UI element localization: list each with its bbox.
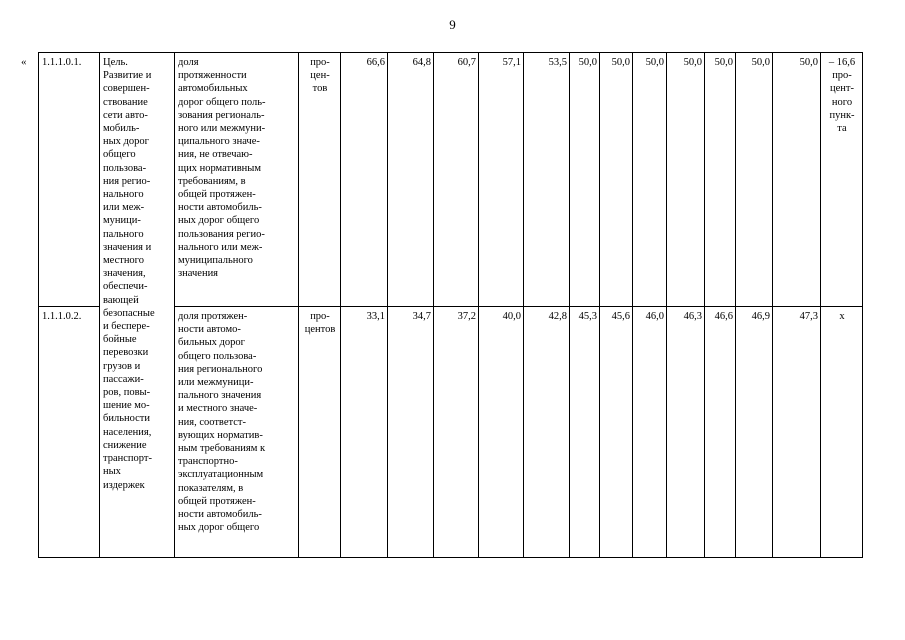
value-cell: 50,0 xyxy=(736,53,773,307)
unit-of-measure: про- цен- тов xyxy=(299,53,341,307)
value-cell: 42,8 xyxy=(524,307,570,558)
value-cell: 40,0 xyxy=(479,307,524,558)
value-cell: 60,7 xyxy=(434,53,479,307)
value-cell: 46,6 xyxy=(705,307,736,558)
value-cell: 64,8 xyxy=(388,53,434,307)
value-cell: 66,6 xyxy=(341,53,388,307)
indicator-description: доля протяжен- ности автомо- бильных дорог общего пользова- ния регионального или межмуници- пального значения и местного значе- ния, соответст- вующих норматив- ным требованиям к транспортно- эксплуатационным показателям, в общей протяжен- ности автомобиль- ных дорог общего xyxy=(175,307,299,558)
value-cell: 50,0 xyxy=(773,53,821,307)
opening-quote-mark: « xyxy=(21,56,27,68)
value-cell: 37,2 xyxy=(434,307,479,558)
value-cell: 50,0 xyxy=(705,53,736,307)
value-cell: 46,3 xyxy=(667,307,705,558)
value-cell: 47,3 xyxy=(773,307,821,558)
value-cell: 33,1 xyxy=(341,307,388,558)
value-cell: 57,1 xyxy=(479,53,524,307)
value-cell: 45,3 xyxy=(570,307,600,558)
table-row xyxy=(39,53,863,307)
value-cell: 53,5 xyxy=(524,53,570,307)
indicator-code: 1.1.1.0.2. xyxy=(39,307,100,558)
indicator-description: доля протяженности автомобильных дорог общего поль- зования региональ- ного или межмуни- ципального значе- ния, не отвечаю- щих нормативным требованиям, в общей протяжен- ности автомобиль- ных дорог общего пользования регио- нального или меж- муниципального значения xyxy=(175,53,299,307)
value-cell: 34,7 xyxy=(388,307,434,558)
value-cell: 50,0 xyxy=(600,53,633,307)
final-change-cell: – 16,6 про- цент- ного пунк- та xyxy=(821,53,863,307)
value-cell: 50,0 xyxy=(667,53,705,307)
goal-description: Цель. Развитие и совершен- ствование сети авто- мобиль- ных дорог общего пользова- ния регио- нального или меж- муници- пального значения и местного значения, обеспечи- вающей безопасные и беспере- бойные перевозки грузов и пассажи- ров, повы- шение мо- бильности населения, снижение транспорт- ных издержек xyxy=(100,53,175,558)
value-cell: 50,0 xyxy=(633,53,667,307)
unit-of-measure: про- центов xyxy=(299,307,341,558)
indicators-table xyxy=(38,52,863,558)
value-cell: 50,0 xyxy=(570,53,600,307)
value-cell: 46,9 xyxy=(736,307,773,558)
page-number: 9 xyxy=(449,17,456,32)
final-change-cell: х xyxy=(821,307,863,558)
indicator-code: 1.1.1.0.1. xyxy=(39,53,100,307)
value-cell: 46,0 xyxy=(633,307,667,558)
value-cell: 45,6 xyxy=(600,307,633,558)
